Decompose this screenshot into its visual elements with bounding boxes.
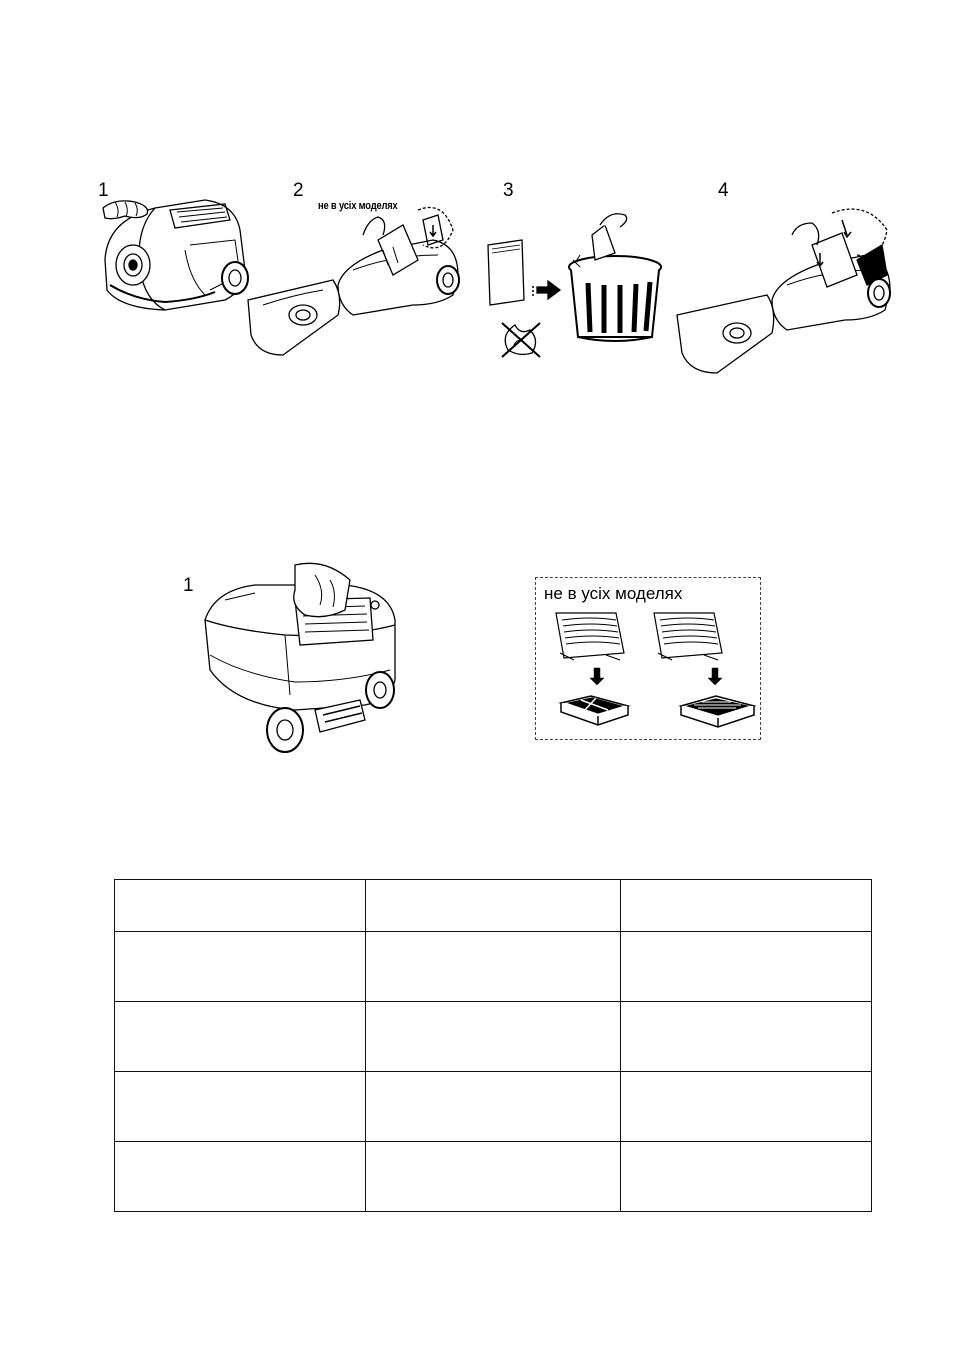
step-number-3: 3 [503,180,514,201]
vacuum-insert-bag-illustration [672,205,897,380]
table-row [115,1002,872,1072]
table-row [115,1072,872,1142]
filter-step-number: 1 [183,575,194,596]
table-cell [115,1072,366,1142]
table-cell [621,1072,872,1142]
no-burn-icon [502,323,540,357]
table-cell [366,932,621,1002]
trash-can-icon [569,256,661,341]
bag-disposal-illustration [480,205,670,365]
table-cell [115,932,366,1002]
table-cell [621,880,872,932]
vacuum-closed-illustration [95,190,255,320]
filter-model-note: не в усіх моделях [544,584,683,603]
arrow-right-icon [537,281,560,299]
table-cell [621,932,872,1002]
table-cell [115,1002,366,1072]
step2-model-note: не в усіх моделях [318,200,398,212]
table-row [115,932,872,1002]
table-cell [366,1142,621,1212]
step-number-4: 4 [718,180,729,201]
step-number-2: 2 [293,180,304,201]
table-row [115,880,872,932]
table-cell [621,1002,872,1072]
vacuum-filter-removal-illustration [195,560,410,755]
empty-table [114,879,872,1212]
table-cell [366,880,621,932]
table-cell [115,1142,366,1212]
table-cell [115,880,366,932]
table-cell [621,1142,872,1212]
filter-variants-illustration [536,608,760,738]
table-cell [366,1002,621,1072]
step-number-1: 1 [98,180,109,201]
table-cell [366,1072,621,1142]
table-row [115,1142,872,1212]
filter-variants-box [535,577,761,740]
dust-bag-icon [488,240,524,305]
vacuum-open-bag-removal-illustration [243,205,468,365]
